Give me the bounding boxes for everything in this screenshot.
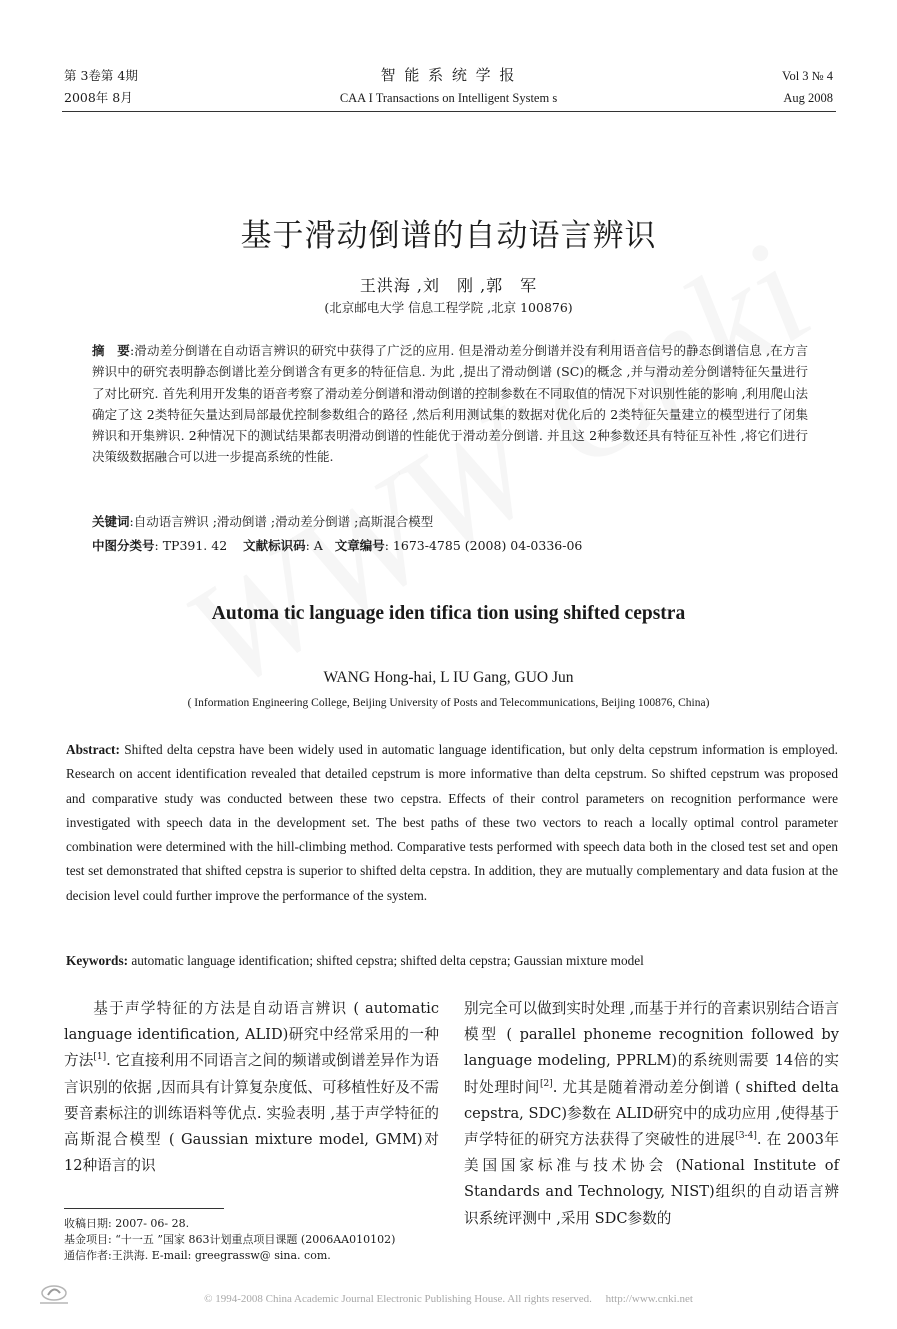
- header-journal-en: CAA I Transactions on Intelligent System s: [339, 91, 558, 105]
- doc-code-value: : A: [305, 538, 323, 553]
- body-right-text-3: . 在 2003年美国国家标准与技术协会 (National Institute of Standards and Technology, NIST)组织的自动语言辨识系统评测中 ,采用 SDC参数的: [464, 1131, 839, 1227]
- paper-title-cn: 基于滑动倒谱的自动语言辨识: [240, 218, 657, 254]
- keywords-en-text: automatic language identification; shifted cepstra; shifted delta cepstra; Gaussian mixture model: [128, 953, 644, 968]
- article-no-label: 文章编号: [334, 538, 385, 553]
- article-no-value: : 1673-4785 (2008) 04-0336-06: [384, 538, 583, 553]
- clc-value: : TP391. 42: [154, 538, 228, 553]
- citation-1: [1]: [93, 1052, 107, 1063]
- footnote-rule: [64, 1208, 224, 1209]
- body-column-right: [464, 996, 839, 1232]
- keywords-cn: [92, 511, 433, 532]
- classification-line: [92, 535, 582, 556]
- citation-3-4: [3-4]: [735, 1131, 757, 1142]
- abstract-en: [66, 738, 838, 908]
- header-volume-cn: 第 3卷第 4期: [64, 68, 138, 83]
- copyright-footer: © 1994-2008 China Academic Journal Electronic Publishing House. All rights reserved. http://www.cnki.net: [204, 1293, 693, 1305]
- footnote-author: 通信作者:王洪海. E-mail: greegrassw@ sina. com.: [64, 1249, 331, 1262]
- abstract-en-text: Shifted delta cepstra have been widely used in automatic language identification, but only delta cepstrum information is employed. Research on accent identification revealed that detailed cepstrum is more informative than delta cepstrum. So shifted cepstrum was proposed and comparative study was conducted between these two cepstra. Effects of their control parameters on recognition performance were investigated with speech data in the development set. The best paths of these two vectors to reach a locally optimal control parameter combination were determined with the hill-climbing method. Comparative tests performed with speech data both in the closed test set and open test set demonstrated that shifted cepstra is superior to shifted delta cepstra. In addition, they are mutually complementary and data fusion at the decision level could further improve the performance of the system.: [66, 742, 838, 903]
- abstract-cn-label: 摘 要: [92, 343, 130, 358]
- clc-label: 中图分类号: [92, 538, 155, 553]
- abstract-cn: [92, 340, 808, 468]
- keywords-cn-text: :自动语言辨识 ;滑动倒谱 ;滑动差分倒谱 ;高斯混合模型: [129, 514, 434, 529]
- authors-cn: 王洪海 ,刘 刚 ,郭 军: [359, 276, 538, 295]
- footnote-fund: 基金项目: “十一五 ”国家 863计划重点项目课题 (2006AA010102): [64, 1233, 396, 1246]
- header-date-en: Aug 2008: [783, 91, 833, 105]
- header-volume-en: Vol 3 № 4: [782, 69, 833, 83]
- citation-2: [2]: [539, 1078, 553, 1089]
- abstract-cn-text: :滑动差分倒谱在自动语言辨识的研究中获得了广泛的应用. 但是滑动差分倒谱并没有利用语音信号的静态倒谱信息 ,在方言辨识中的研究表明静态倒谱比差分倒谱含有更多的特征信息. 为此 ,提出了滑动倒谱 (SC)的概念 ,并与滑动差分倒谱特征矢量进行了对比研究. 首先利用开发集的语音考察了滑动差分倒谱和滑动倒谱的控制参数在不同取值的情况下对识别性能的影响 ,利用爬山法确定了这 2类特征矢量达到局部最优控制参数组合的路径 ,然后利用测试集的数据对优化后的 2类特征矢量建立的模型进行了闭集辨识和开集辨识. 2种情况下的测试结果都表明滑动倒谱的性能优于滑动差分倒谱. 并且这 2种参数还具有特征互补性 ,将它们进行决策级数据融合可以进一步提高系统的性能.: [92, 343, 808, 465]
- doc-code-label: 文献标识码: [243, 538, 306, 553]
- body-left-text-2: . 它直接利用不同语言之间的频谱或倒谱差异作为语言识别的依据 ,因而具有计算复杂度低、可移植性好及不需要音素标注的训练语料等优点. 实验表明 ,基于声学特征的高斯混合模型 ( Gaussian mixture model, GMM)对 12种语言的识: [64, 1052, 439, 1175]
- affiliation-cn: (北京邮电大学 信息工程学院 ,北京 100876): [324, 300, 573, 315]
- authors-en: WANG Hong-hai, L IU Gang, GUO Jun: [323, 669, 574, 686]
- body-right-text-2: . 尤其是随着滑动差分倒谱 ( shifted delta cepstra, SDC)参数在 ALID研究中的成功应用 ,使得基于声学特征的研究方法获得了突破性的进展: [464, 1078, 839, 1149]
- keywords-en: [66, 953, 838, 969]
- header-journal-cn: 智 能 系 统 学 报: [380, 66, 517, 84]
- header-rule: [62, 111, 836, 112]
- body-column-left: [64, 996, 439, 1179]
- affiliation-en: ( Information Engineering College, Beijing University of Posts and Telecommunications, Beijing 100876, China): [187, 697, 710, 709]
- keywords-cn-label: 关键词: [92, 514, 130, 529]
- keywords-en-label: Keywords:: [66, 953, 129, 968]
- body-left-text-1: 基于声学特征的方法是自动语言辨识 ( automatic language identification, ALID)研究中经常采用的一种方法: [64, 1000, 439, 1070]
- abstract-en-label: Abstract:: [66, 742, 120, 757]
- footnote-received: 收稿日期: 2007- 06- 28.: [64, 1217, 190, 1230]
- header-date-cn: 2008年 8月: [64, 90, 133, 105]
- paper-title-en: Automa tic language iden tifica tion using shifted cepstra: [211, 603, 686, 624]
- body-right-text-1: 别完全可以做到实时处理 ,而基于并行的音素识别结合语言模型 ( parallel phoneme recognition followed by language modeling, PPRLM)的系统则需要 14倍的实时处理时间: [464, 1000, 839, 1096]
